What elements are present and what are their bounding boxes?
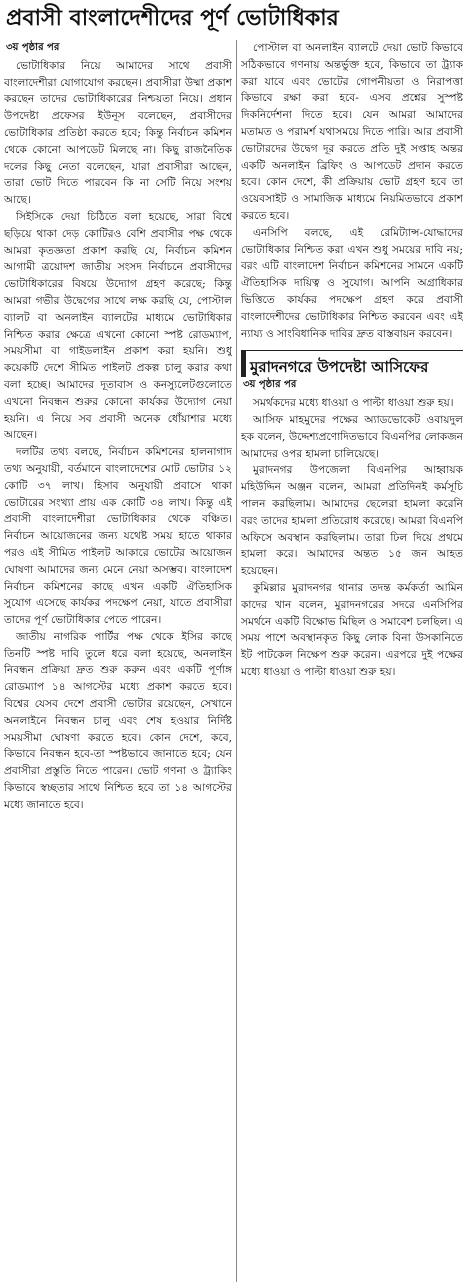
article-paragraph: সিইসিকে দেয়া চিঠিতে বলা হয়েছে, সারা বিশ্বে ছড়িয়ে থাকা দেড় কোটিরও বেশি প্রবাসীর পক্ষ থেকে আমরা কৃতজ্ঞতা প্রকাশ করছি যে, নির্বাচন কমিশন আগামী ত্রয়োদশ জাতীয় সংসদ নির্বাচনে প্রবাসীদের ভোটাধিকারের বিষয়ে উদ্যোগ গ্রহণ করেছে; কিন্তু আমরা গভীর উদ্বেগের সাথে লক্ষ করছি যে, পোস্টাল ব্যালট বা অনলাইন ব্যালটের মাধ্যমে ভোটাধিকার নিশ্চিত করার ক্ষেত্রে এখনো কোনো স্পষ্ট রোডম্যাপ, সময়সীমা বা গাইডলাইন প্রকাশ করা হয়নি। শুধু কয়েকটি দেশে সীমিত পাইলট প্রকল্প চালু করার কথা বলা হচ্ছে। আমাদের দূতাবাস ও কনস্যুলেটগুলোতে এখনো নিবন্ধন শুরুর কোনো কার্যকর উদ্যোগ নেয়া হয়নি। এ নিয়ে সব প্রবাসী অনেক ধোঁয়াশার মধ্যে আছেন।: [4, 210, 232, 442]
article-paragraph: আসিফ মাহমুদের পক্ষের অ্যাডভোকেট ওবায়দুল হক বলেন, উদ্দেশ্যপ্রণোদিতভাবে বিএনপির লোকজন আমাদের ওপর হামলা চালিয়েছে।: [241, 413, 463, 460]
article-paragraph: কুমিল্লার মুরাদনগর থানার তদন্ত কর্মকর্তা আমিন কাদের খান বলেন, মুরাদনগরের সদরে এনসিপির সমর্থনে একটি বিক্ষোভ মিছিল ও সমাবেশ চলছিল। এ সময় পাশে অবস্থানকৃত কিছু লোক বিনা উসকানিতে ইট পাটকেল নিক্ষেপ শুরু করেন। এরপরে দুই পক্ষের মধ্যে ধাওয়া ও পাল্টা ধাওয়া শুরু হয়।: [241, 581, 463, 678]
second-article-headline: মুরাদনগরে উপদেষ্টা আসিফের: [241, 350, 463, 377]
article-paragraph: জাতীয় নাগরিক পার্টির পক্ষ থেকে ইসির কাছে তিনটি স্পষ্ট দাবি তুলে ধরে বলা হয়েছে, অনলাইন নিবন্ধন প্রক্রিয়া দ্রুত শুরু করুন এবং একটি পূর্ণাঙ্গ রোডম্যাপ ১৪ আগস্টের মধ্যে প্রকাশ করতে হবে। বিশ্বের যেসব দেশে প্রবাসী ভোটার রয়েছেন, সেখানে অনলাইনে নিবন্ধন চালু এবং শেষ হওয়ার নির্দিষ্ট সময়সীমা ঘোষণা করতে হবে। কোন দেশে, কবে, কিভাবে নিবন্ধন হবে-তা স্পষ্টভাবে জানাতে হবে; যেন প্রবাসীরা প্রস্তুতি নিতে পারেন। ভোট গণনা ও ট্র্যাকিং কিভাবে স্বচ্ছতার সাথে নিশ্চিত হবে তা ১৪ আগস্টের মধ্যে জানাতে হবে।: [4, 630, 232, 811]
article-paragraph: সমর্থকদের মধ্যে ধাওয়া ও পাল্টা ধাওয়া শুরু হয়।: [253, 397, 454, 410]
article-right-column: [241, 40, 463, 1282]
column-divider: [236, 40, 237, 1282]
continuation-label: ৩য় পৃষ্ঠার পর: [243, 379, 297, 391]
article-paragraph: এনসিপি বলছে, এই রেমিট্যান্স-যোদ্ধাদের ভোটাধিকার নিশ্চিত করা এখন শুধু সময়ের দাবি নয়; বরং এটি বাংলাদেশ নির্বাচন কমিশনের সামনে একটি ঐতিহাসিক দায়িত্ব ও সুযোগ। আপনি অগ্রাধিকার ভিত্তিতে কার্যকর পদক্ষেপ গ্রহণ করে প্রবাসী বাংলাদেশীদের ভোটাধিকার নিশ্চিত করবেন এবং এই ন্যায্য ও সাংবিধানিক দাবির দ্রুত বাস্তবায়ন করবেন।: [241, 226, 463, 340]
article-left-column: [4, 40, 232, 1282]
article-paragraph: ভোটাধিকার নিয়ে আমাদের সাথে প্রবাসী বাংলাদেশীরা যোগাযোগ করছেন। প্রবাসীরা উষ্মা প্রকাশ করছেন তাদের ভোটাধিকারের নিশ্চয়তা নিয়ে। প্রধান উপদেষ্টা প্রফেসর ইউনূস বলেছেন, প্রবাসীদের ভোটাধিকার প্রতিষ্ঠা করতে হবে; কিন্তু নির্বাচন কমিশন থেকে কোনো আপডেট মিলছে না। কিছু রাজনৈতিক দলের কিছু নেতা বলেছেন, যারা প্রবাসীরা আছেন, তারা ভোট দিতে পারবেন কি না সেটি নিয়ে সংশয় আছে।: [4, 59, 232, 207]
continuation-label: ৩য় পৃষ্ঠার পর: [6, 42, 60, 53]
article-paragraph: মুরাদনগর উপজেলা বিএনপির আহ্বায়ক মহিউদ্দিন অঞ্জন বলেন, আমরা প্রতিদিনই কর্মসূচি পালন করছিলাম। আমাদের ছেলেরা হামলা করেনি বরং তাদের হামলা প্রতিরোধ করেছে। আমরা বিএনপি অফিসে অবস্থান করছিলাম। তারা ঢিল দিয়ে প্রথমে হামলা করে। আমাদের অন্তত ১৫ জন আহত হয়েছেন।: [241, 464, 463, 578]
article-paragraph: দলটির তথ্য বলছে, নির্বাচন কমিশনের হালনাগাদ তথ্য অনুযায়ী, বর্তমানে বাংলাদেশের মোট ভোটার ১২ কোটি ৩৭ লাখ। হিসাব অনুযায়ী প্রবাসে থাকা ভোটারের সংখ্যা প্রায় এক কোটি ৩৪ লাখ। কিন্তু এই প্রবাসী বাংলাদেশীরা ভোটাধিকার থেকে বঞ্চিত। নির্বাচন আয়োজনের জন্য যথেষ্ট সময় হাতে থাকার পরও এই সীমিত পাইলট আকারে ভোটের আয়োজন ঘোষণা আমাদের জন্য মেনে নেয়া অসম্ভব। বাংলাদেশ নির্বাচন কমিশনের কাছে এখন একটি ঐতিহাসিক সুযোগ এসেছে কার্যকর পদক্ষেপ নেয়া, যাতে প্রবাসীরা তাদের পূর্ণ ভোটাধিকার পেতে পারেন।: [4, 446, 232, 627]
article-paragraph: পোস্টাল বা অনলাইন ব্যালটে দেয়া ভোট কিভাবে সঠিকভাবে গণনায় অন্তর্ভুক্ত হবে, কিভাবে তা ট্র্যাক করা যাবে এবং ভোটের গোপনীয়তা ও নিরাপত্তা কিভাবে রক্ষা করা হবে- এসব প্রশ্নের সুস্পষ্ট দিকনির্দেশনা দিতে হবে। যেন আমরা আমাদের মতামত ও পরামর্শ যথাসময়ে দিতে পারি। আর প্রবাসী ভোটারদের উদ্বেগ দূর করতে প্রতি দুই সপ্তাহ অন্তর একটি অনলাইন ব্রিফিং ও আপডেট প্রদান করতে হবে। কোন দেশে, কী প্রক্রিয়ায় ভোট গ্রহণ হবে তা ওয়েবসাইট ও সামাজিক মাধ্যমে নিয়মিতভাবে প্রকাশ করতে হবে।: [241, 42, 463, 222]
page-headline: প্রবাসী বাংলাদেশীদের পূর্ণ ভোটাধিকার: [6, 6, 339, 31]
